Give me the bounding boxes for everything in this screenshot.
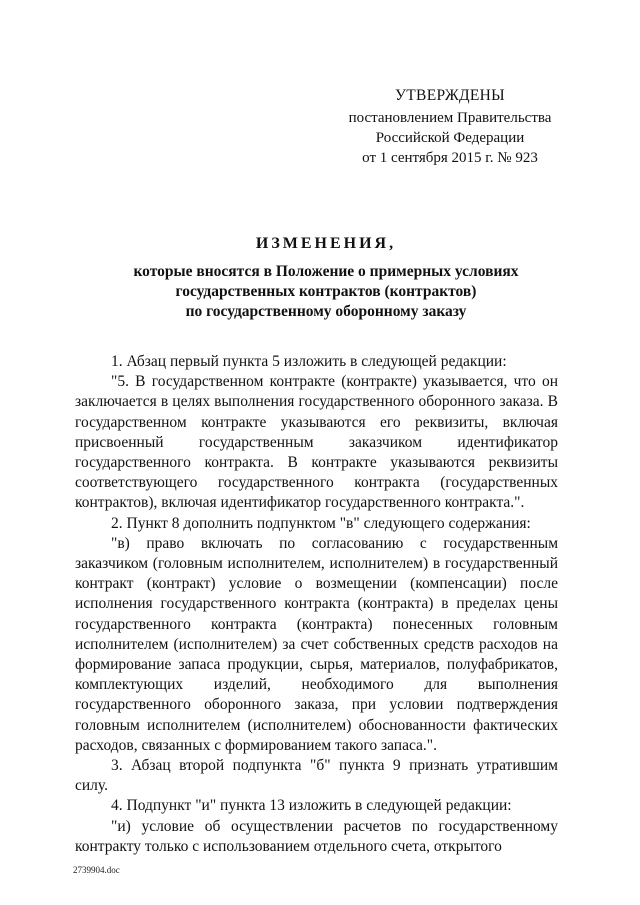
approval-stamp [335,86,565,168]
document-file-id: 2739904.doc [73,865,120,875]
body-paragraph: 2. Пункт 8 дополнить подпунктом "в" следующего содержания: [111,514,531,532]
document-heading [60,234,592,322]
document-body [75,352,558,857]
body-paragraph: "и) условие об осуществлении расчетов по государственному контракту только с использованием отдельного счета, открытого [75,817,558,855]
approval-title: УТВЕРЖДЕНЫ [395,87,505,104]
body-paragraph: "в) право включать по согласованию с государственным заказчиком (головным исполнителем, исполнителем) в государственный контракт (контракт) условие о возмещении (компенсации) после исполнения государственного контракта (контракта) в пределах цены государственного контракта (контракта) понесенных головным исполнителем (исполнителем) за счет собственных средств расходов на формирование запаса продукции, сырья, материалов, полуфабрикатов, комплектующих изделий, необходимого для выполнения государственного оборонного заказа, при условии подтверждения головным исполнителем (исполнителем) обоснованности фактических расходов, связанных с формированием такого запаса.". [75,534,558,754]
approval-line: Российской Федерации [375,130,525,146]
body-paragraph: 4. Подпункт "и" пункта 13 изложить в следующей редакции: [111,797,512,815]
document-subtitle-line: по государственному оборонному заказу [185,303,467,320]
approval-date: от 1 сентября 2015 г. № 923 [362,150,538,166]
document-subtitle-line: государственных контрактов (контрактов) [175,283,477,300]
body-paragraph: 3. Абзац второй подпункта "б" пункта 9 признать утратившим силу. [75,757,558,795]
document-subtitle-line: которые вносятся в Положение о примерных условиях [133,263,519,280]
document-title: ИЗМЕНЕНИЯ, [255,235,397,252]
approval-line: постановлением Правительства [348,110,552,126]
body-paragraph: "5. В государственном контракте (контракте) указывается, что он заключается в целях выполнения государственного оборонного заказа. В государственном контракте указываются его реквизиты, включая присвоенный государственным заказчиком идентификатор государственного контракта. В контракте указываются реквизиты соответствующего государственного контракта (государственных контрактов), включая идентификатор государственного контракта.". [75,373,558,512]
body-paragraph: 1. Абзац первый пункта 5 изложить в следующей редакции: [111,353,507,370]
